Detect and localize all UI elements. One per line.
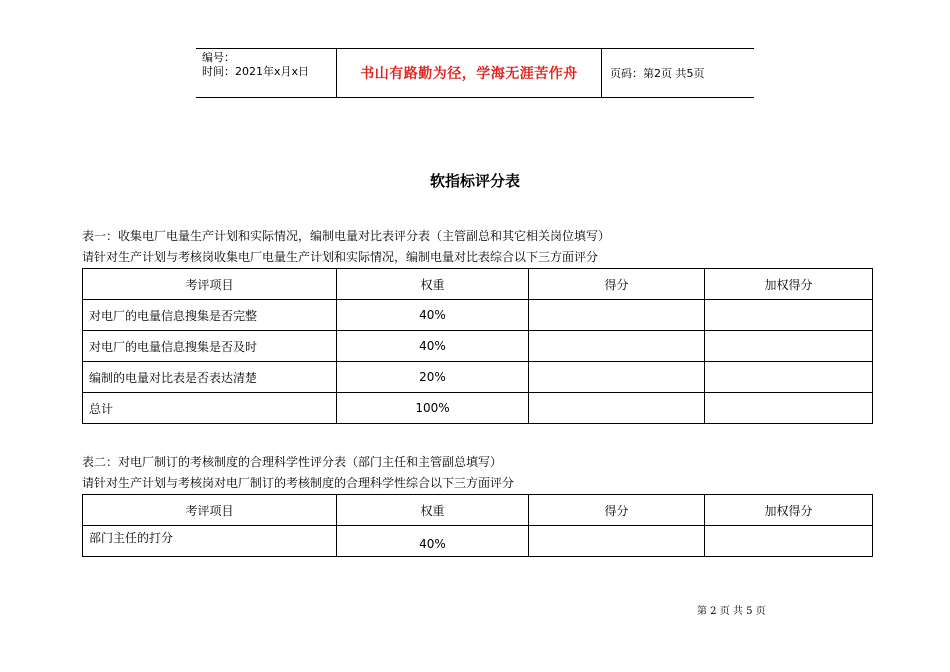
- row-item: 部门主任的打分: [83, 526, 337, 557]
- table1-instruction: 请针对生产计划与考核岗收集电厂电量生产计划和实际情况，编制电量对比表综合以下三方面评分: [82, 250, 599, 264]
- table-row: [83, 331, 873, 362]
- row-item: 编制的电量对比表是否表达清楚: [83, 362, 337, 393]
- row-weighted-cell[interactable]: [705, 526, 873, 557]
- column-header-item: 考评项目: [83, 495, 337, 526]
- column-header-weighted: 加权得分: [705, 495, 873, 526]
- table-header-row: [83, 495, 873, 526]
- table-row: [83, 300, 873, 331]
- table2-instruction: 请针对生产计划与考核岗对电厂制订的考核制度的合理科学性综合以下三方面评分: [82, 476, 515, 490]
- table-row: [83, 526, 873, 557]
- table2-caption: 表二：对电厂制订的考核制度的合理科学性评分表（部门主任和主管副总填写）: [82, 455, 503, 469]
- table1: [82, 268, 873, 424]
- column-header-weight: 权重: [337, 269, 529, 300]
- row-weighted-cell[interactable]: [705, 362, 873, 393]
- row-weight: 100%: [337, 393, 529, 424]
- row-weight: 40%: [337, 300, 529, 331]
- row-weight: 40%: [337, 331, 529, 362]
- column-header-score: 得分: [529, 495, 705, 526]
- table-header-row: [83, 269, 873, 300]
- table-row: [83, 362, 873, 393]
- header-meta: [196, 49, 337, 97]
- header-page-code: 页码：第2页 共5页: [610, 67, 705, 80]
- row-score-cell[interactable]: [529, 393, 705, 424]
- document-title: 软指标评分表: [429, 172, 520, 190]
- row-score-cell[interactable]: [529, 300, 705, 331]
- row-item: 对电厂的电量信息搜集是否完整: [83, 300, 337, 331]
- row-weight: 20%: [337, 362, 529, 393]
- row-item: 总计: [83, 393, 337, 424]
- column-header-weighted: 加权得分: [705, 269, 873, 300]
- row-item: 对电厂的电量信息搜集是否及时: [83, 331, 337, 362]
- number-label: 编号：: [202, 51, 235, 64]
- row-weight: 40%: [337, 526, 529, 557]
- row-score-cell[interactable]: [529, 526, 705, 557]
- column-header-weight: 权重: [337, 495, 529, 526]
- page-header: [196, 48, 754, 98]
- column-header-score: 得分: [529, 269, 705, 300]
- header-motto: 书山有路勤为径，学海无涯苦作舟: [337, 49, 602, 97]
- table1-caption: 表一：收集电厂电量生产计划和实际情况，编制电量对比表评分表（主管副总和其它相关岗位填写）: [82, 229, 611, 243]
- table2: [82, 494, 873, 557]
- table-row-total: [83, 393, 873, 424]
- row-weighted-cell[interactable]: [705, 331, 873, 362]
- row-weighted-cell[interactable]: [705, 300, 873, 331]
- row-score-cell[interactable]: [529, 331, 705, 362]
- column-header-item: 考评项目: [83, 269, 337, 300]
- row-weighted-cell[interactable]: [705, 393, 873, 424]
- page-footer: 第 2 页 共 5 页: [697, 606, 766, 617]
- row-score-cell[interactable]: [529, 362, 705, 393]
- time-label: 时间：2021年x月x日: [202, 65, 310, 78]
